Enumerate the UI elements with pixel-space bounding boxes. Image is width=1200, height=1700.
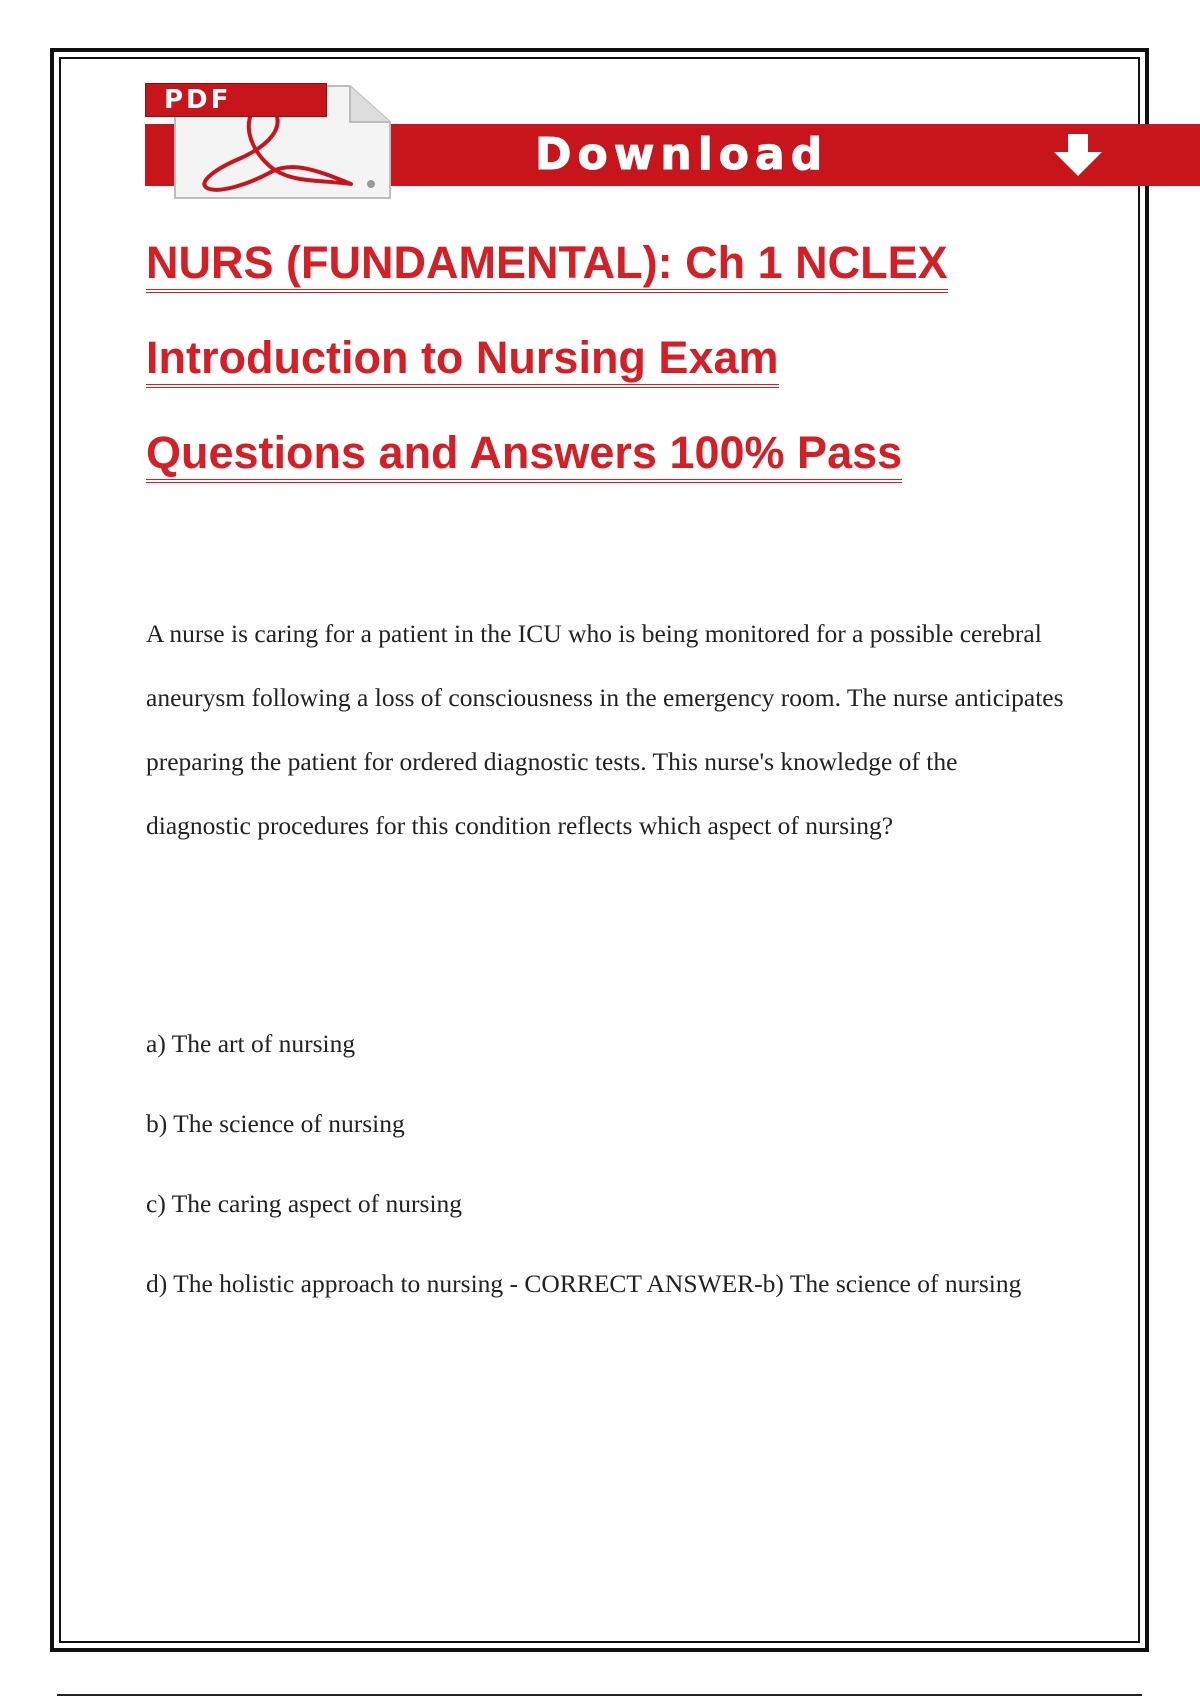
option-b: b) The science of nursing — [146, 1109, 405, 1138]
answer-options — [146, 1012, 1066, 1316]
document-title — [146, 238, 1066, 523]
option-c: c) The caring aspect of nursing — [146, 1189, 463, 1218]
option-a: a) The art of nursing — [146, 1029, 356, 1058]
download-arrow-icon — [1050, 132, 1106, 178]
bottom-divider — [57, 1694, 1142, 1696]
title-line-1: NURS (FUNDAMENTAL): Ch 1 NCLEX — [146, 238, 1066, 333]
title-line-2: Introduction to Nursing Exam — [146, 333, 1066, 428]
pdf-download-banner[interactable] — [145, 80, 1200, 200]
pdf-badge: PDF — [145, 83, 327, 117]
question-text: A nurse is caring for a patient in the ICU who is being monitored for a possible cerebral aneurysm following a loss of consciousness in the emergency room. The nurse anticipates preparing the patient for ordered diagnostic tests. This nurse's knowledge of the diagnostic procedures for this condition reflects which aspect of nursing? — [146, 619, 1064, 840]
pdf-file-icon — [145, 80, 415, 200]
title-line-3: Questions and Answers 100% Pass — [146, 428, 1066, 523]
option-d-with-answer: d) The holistic approach to nursing - CORRECT ANSWER-b) The science of nursing — [146, 1269, 1022, 1298]
download-label: Download — [535, 129, 829, 180]
